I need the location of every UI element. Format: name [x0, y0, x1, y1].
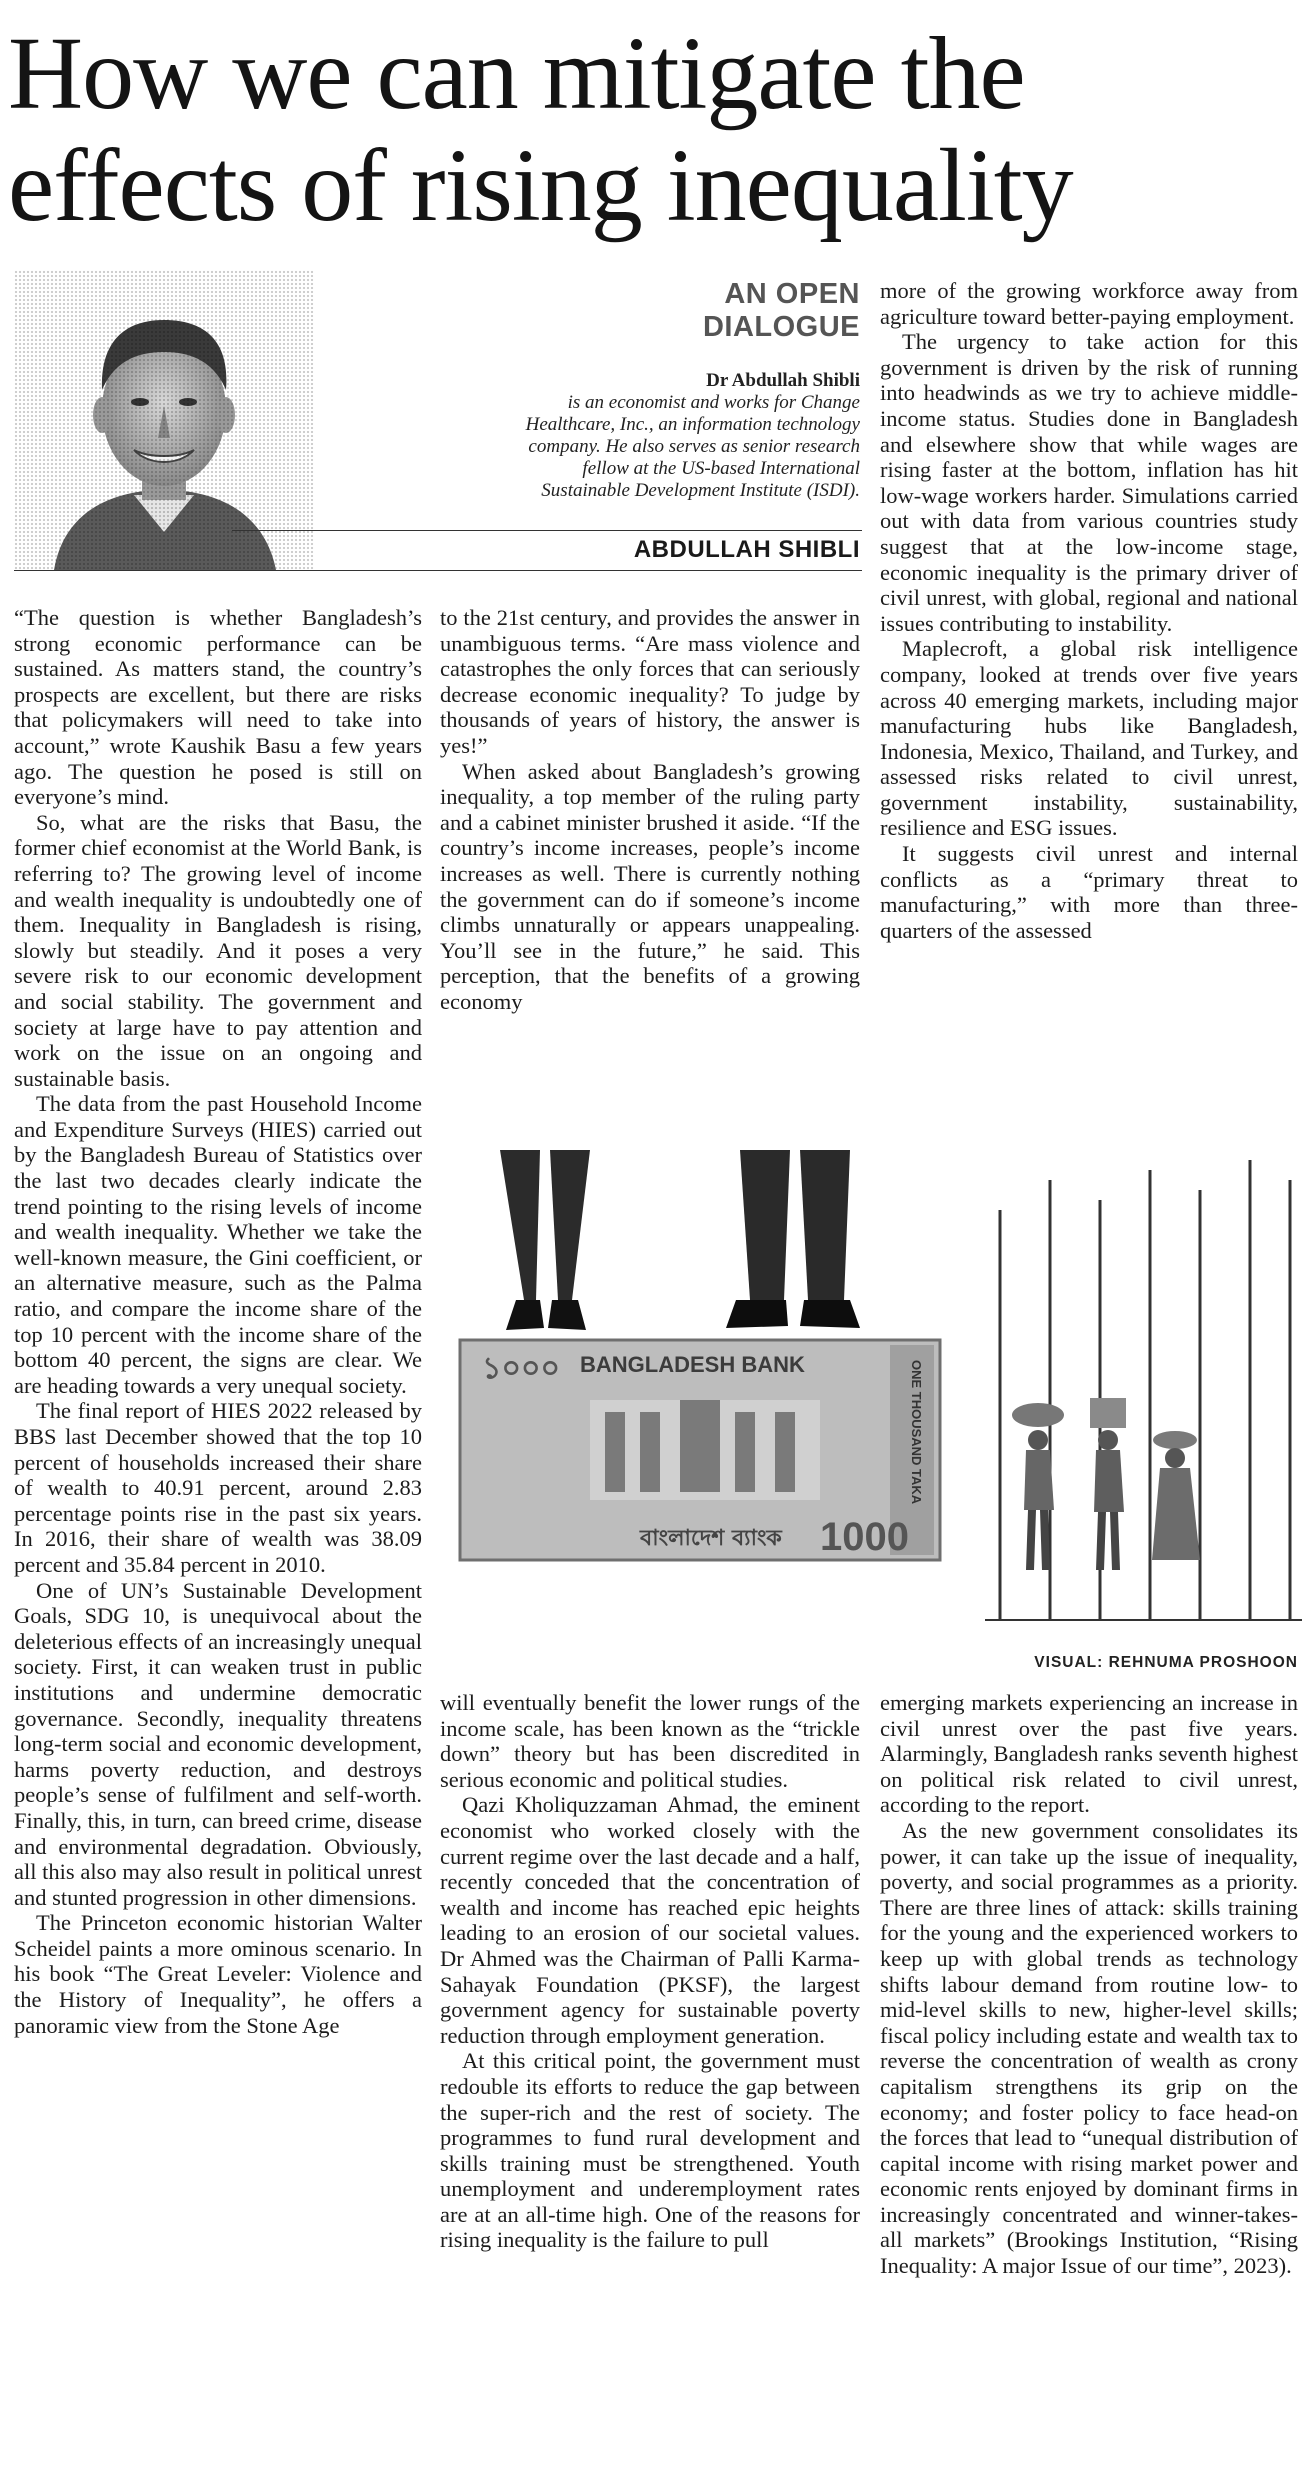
article-column-3-top: [880, 278, 1298, 943]
kicker-line-2: DIALOGUE: [702, 311, 860, 343]
headline-line-2: effects of rising inequality: [8, 128, 1073, 243]
paragraph: emerging markets experiencing an increase in civil unrest over the past five years. Alarmingly, Bangladesh ranks seventh highest on political risk related to civil unrest, according to the report.: [880, 1690, 1298, 1818]
headline: [8, 18, 1298, 242]
article-column-1: [14, 605, 422, 2038]
paragraph: “The question is whether Bangladesh’s strong economic performance can be sustained. As matters stand, the country’s prospects are excellent, but there are risks that policymakers will need to take into account,” wrote Kaushik Basu a few years ago. The question he posed is still on everyone’s mind.: [14, 605, 422, 810]
banknote-bengali-text: বাংলাদেশ ব্যাংক: [640, 1526, 782, 1551]
article-column-2-bottom: [440, 1690, 860, 2253]
article-column-3-bottom: [880, 1690, 1298, 2279]
paragraph: As the new government consolidates its power, it can take up the issue of inequality, poverty, and social programmes as a priority. There are three lines of attack: skills training for the young and the experienced workers to keep up with global trends as technology shifts labour demand from routine low- to mid-level skills to new, higher-level skills; fiscal policy including estate and wealth tax to reverse the concentration of wealth as crony capitalism strengthens its grip on the economy; and foster policy to face head-on the forces that lead to “unequal distribution of capital income with rising market power and economic rents enjoyed by dominant firms in increasingly concentrated and winner-takes-all markets” (Brookings Institution, “Rising Inequality: A major Issue of our time”, 2023).: [880, 1817, 1298, 2279]
paragraph: When asked about Bangladesh’s growing inequality, a top member of the ruling party and a cabinet minister brushed it aside. “If the country’s income increases, people’s income increases as well. There is currently nothing the government can do if someone’s income climbs unnaturally or appears unappealing. You’ll see in the future,” he said. This perception, that the benefits of a growing economy: [440, 758, 860, 1014]
author-name: Dr Abdullah Shibli: [706, 370, 860, 391]
paragraph: to the 21st century, and provides the answer in unambiguous terms. “Are mass violence and catastrophes the only forces that can seriously decrease economic inequality? To judge by thousands of years of history, the answer is yes!”: [440, 605, 860, 758]
column-kicker: [560, 278, 860, 344]
illustration: [440, 1150, 1302, 1650]
article-column-2-top: [440, 605, 860, 1015]
paragraph: The urgency to take action for this government is driven by the risk of running into headwinds as we try to achieve middle-income status. Studies done in Bangladesh and elsewhere show that while wages are rising faster at the bottom, inflation has hit low-wage workers harder. Simulations carried out with data from various countries study suggest that at the low-income stage, economic inequality is the primary driver of civil unrest, with global, regional and national issues contributing to instability.: [880, 329, 1298, 636]
headline-line-1: How we can mitigate the: [8, 16, 1025, 131]
visual-credit-label: VISUAL:: [1034, 1654, 1104, 1671]
paragraph: So, what are the risks that Basu, the former chief economist at the World Bank, is referring to? The growing level of income and wealth inequality is undoubtedly one of them. Inequality in Bangladesh is rising, slowly but steadily. And it poses a very severe risk to our economic development and social stability. The government and society at large have to pay attention and work on the issue on an ongoing and sustainable basis.: [14, 809, 422, 1091]
paragraph: One of UN’s Sustainable Development Goals, SDG 10, is unequivocal about the deleterious effects of an increasingly unequal society. First, it can weaken trust in public institutions and undermine democratic governance. Secondly, inequality threatens long-term social and economic development, harms poverty reduction, and destroys people’s sense of fulfilment and self-worth. Finally, this, in turn, can breed crime, disease and environmental degradation. Obviously, all this also may also result in political unrest and stunted progression in other dimensions.: [14, 1577, 422, 1910]
banknote-side-text: ONE THOUSAND TAKA: [909, 1360, 924, 1505]
banknote-title: BANGLADESH BANK: [580, 1352, 805, 1377]
bio-line: Sustainable Development Institute (ISDI).: [541, 480, 860, 501]
bio-line: company. He also serves as senior research: [528, 436, 860, 457]
paragraph: will eventually benefit the lower rungs of the income scale, has been known as the “trickle down” theory but has been discredited in serious economic and political studies.: [440, 1690, 860, 1792]
author-portrait: [14, 270, 314, 570]
paragraph: The Princeton economic historian Walter Scheidel paints a more ominous scenario. In his book “The Great Leveler: Violence and the History of Inequality”, he offers a panoramic view from the Stone Age: [14, 1910, 422, 2038]
paragraph: more of the growing workforce away from agriculture toward better-paying employment.: [880, 278, 1298, 329]
byline-rule: [232, 530, 862, 531]
bio-line: fellow at the US-based International: [582, 458, 860, 479]
visual-credit: [880, 1654, 1298, 1672]
author-byline: ABDULLAH SHIBLI: [633, 536, 860, 563]
visual-credit-name: REHNUMA PROSHOON: [1108, 1654, 1298, 1671]
author-bio: [440, 370, 860, 502]
paragraph: Qazi Kholiquzzaman Ahmad, the eminent economist who worked closely with the current regime over the last decade and a half, recently conceded that the concentration of wealth and income has reached epic heights leading to an erosion of our societal values. Dr Ahmed was the Chairman of Palli Karma-Sahayak Foundation (PKSF), the largest government agency for sustainable poverty reduction through employment generation.: [440, 1792, 860, 2048]
paragraph: The final report of HIES 2022 released by BBS last December showed that the top 10 percent of households increased their share of wealth to 40.91 percent, around 2.83 percentage points rise in the past six years. In 2016, their share of wealth was 38.09 percent and 35.84 percent in 2010.: [14, 1398, 422, 1577]
paragraph: At this critical point, the government must redouble its efforts to reduce the gap between the super-rich and the rest of society. The programmes to fund rural development and skills training must be strengthened. Youth unemployment and underemployment rates are at an all-time high. One of the reasons for rising inequality is the failure to pull: [440, 2048, 860, 2253]
kicker-line-1: AN OPEN: [724, 278, 860, 310]
bio-line: Healthcare, Inc., an information technology: [525, 414, 860, 435]
header-divider: [14, 570, 862, 571]
banknote-denomination: ১০০০: [482, 1352, 560, 1385]
banknote: [460, 1340, 940, 1560]
paragraph: It suggests civil unrest and internal conflicts as a “primary threat to manufacturing,” with more than three-quarters of the assessed: [880, 841, 1298, 943]
paragraph: Maplecroft, a global risk intelligence company, looked at trends over five years across 40 emerging markets, including major manufacturing hubs like Bangladesh, Indonesia, Mexico, Thailand, and Turkey, and assessed risks related to civil unrest, government instability, sustainability, resilience and ESG issues.: [880, 636, 1298, 841]
banknote-value: 1000: [820, 1515, 909, 1559]
paragraph: The data from the past Household Income and Expenditure Surveys (HIES) carried out by the Bangladesh Bureau of Statistics over the last two decades clearly indicate the trend pointing to the rising levels of income and wealth inequality. Whether we take the well-known measure, the Gini coefficient, or an alternative measure, such as the Palma ratio, and compare the income share of the top 10 percent with the income share of the bottom 40 percent, the signs are clear. We are heading towards a very unequal society.: [14, 1091, 422, 1398]
bio-line: is an economist and works for Change: [567, 392, 860, 413]
